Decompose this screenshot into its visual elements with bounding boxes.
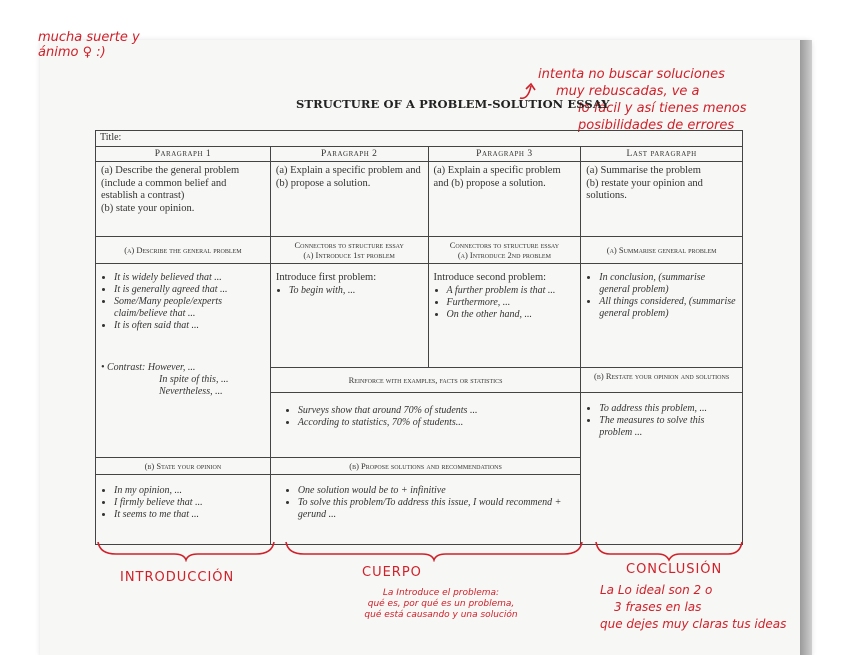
note-line: qué está causando y una solución [364, 610, 518, 620]
desc-paragraph-2: (a) Explain a specific problem and (b) propose a solution. [270, 162, 428, 237]
note-line: mucha suerte y [38, 30, 140, 45]
restate-cell [581, 393, 743, 545]
p2-phrases-cell [270, 264, 428, 368]
contrast-line: • Contrast: However, ... [101, 362, 196, 373]
reinforce-cell [270, 393, 580, 458]
list-item: • Furthermore, ... [447, 297, 576, 309]
note-line: 3 frases en las [614, 600, 702, 614]
list-item: • It is generally agreed that ... [114, 284, 265, 296]
propose-list [285, 485, 566, 521]
desc-paragraph-3: (a) Explain a specific problem and (b) propose a solution. [428, 162, 581, 237]
opinion-cell [96, 475, 271, 545]
list-item: • To address this problem, ... [599, 403, 737, 415]
p3-header-line: Connectors to structure essay [449, 240, 560, 250]
p2-header-line: Connectors to structure essay [294, 240, 404, 250]
p3-phrase-list [434, 285, 576, 321]
list-item: • The measures to solve this problem ... [599, 415, 737, 439]
p1-phrase-list [101, 272, 265, 332]
last-summarise-header: (a) Summarise general problem [581, 237, 743, 264]
p2-connectors-header [270, 237, 428, 264]
restate-header: (b) Restate your opinion and solutions [581, 368, 743, 393]
note-line: muy rebuscadas, ve a [556, 84, 700, 99]
propose-header: (b) Propose solutions and recommendations [270, 458, 580, 475]
conclusion-note [600, 582, 845, 633]
list-item: • In my opinion, ... [114, 485, 265, 497]
p1-describe-header: (a) Describe the general problem [96, 237, 271, 264]
p3-header-line: (a) Introduce 2nd problem [457, 250, 551, 260]
desc-last-paragraph: (a) Summarise the problem (b) restate your opinion and solutions. [581, 162, 743, 237]
list-item: • A further problem is that ... [447, 285, 576, 297]
note-line: qué es, por qué es un problema, [367, 599, 515, 609]
body-note [296, 588, 586, 621]
opinion-list [101, 485, 265, 521]
desc-paragraph-1: (a) Describe the general problem (include a common belief and establish a contrast) (b) state your opinion. [96, 162, 271, 237]
list-item: • It seems to me that ... [114, 509, 265, 521]
paper-edge [800, 40, 812, 655]
p1-contrast [101, 362, 265, 398]
p2-intro: Introduce first problem: [275, 272, 377, 283]
note-top-left [38, 30, 140, 60]
note-line: que dejes muy claras tus ideas [600, 617, 787, 631]
last-phrases-cell [581, 264, 743, 368]
label-introduccion: INTRODUCCIÓN [120, 570, 235, 585]
list-item: • To begin with, ... [289, 285, 423, 297]
p2-phrase-list [276, 285, 423, 297]
list-item: • Surveys show that around 70% of students ... [298, 405, 566, 417]
list-item: • In conclusion, (summarise general problem) [599, 272, 737, 296]
label-conclusion: CONCLUSIÓN [626, 562, 723, 577]
header-paragraph-1: Paragraph 1 [96, 146, 271, 162]
list-item: • One solution would be to + infinitive [298, 485, 566, 497]
list-item: • It is often said that ... [114, 320, 265, 332]
p3-phrases-cell [428, 264, 581, 368]
contrast-line: In spite of this, ... [159, 374, 229, 385]
contrast-line: Nevertheless, ... [159, 386, 223, 397]
list-item: • On the other hand, ... [447, 309, 576, 321]
list-item: • To solve this problem/To address this issue, I would recommend + gerund ... [298, 497, 566, 521]
header-last-paragraph: Last paragraph [581, 146, 743, 162]
list-item: • All things considered, (summarise general problem) [599, 296, 737, 320]
p3-connectors-header [428, 237, 581, 264]
last-phrase-list [586, 272, 737, 320]
note-line: lo fácil y así tienes menos [578, 101, 747, 116]
reinforce-header: Reinforce with examples, facts or statistics [270, 368, 580, 393]
p1-phrases-cell [96, 264, 271, 458]
p2-header-line: (a) Introduce 1st problem [303, 250, 395, 260]
list-item: • I firmly believe that ... [114, 497, 265, 509]
header-paragraph-2: Paragraph 2 [270, 146, 428, 162]
label-cuerpo: CUERPO [362, 565, 422, 580]
note-line: La Lo ideal son 2 o [600, 583, 713, 597]
note-line: ánimo ♀ :) [38, 45, 106, 60]
restate-list [586, 403, 737, 439]
note-line: posibilidades de errores [578, 118, 735, 133]
page-title: STRUCTURE OF A PROBLEM-SOLUTION ESSAY [296, 97, 610, 111]
p3-intro: Introduce second problem: [433, 272, 547, 283]
body-brace [284, 540, 584, 562]
header-paragraph-3: Paragraph 3 [428, 146, 581, 162]
opinion-header: (b) State your opinion [96, 458, 271, 475]
note-line: intenta no buscar soluciones [538, 67, 725, 82]
title-field: Title: [96, 131, 743, 147]
essay-structure-table [95, 130, 743, 545]
list-item: • It is widely believed that ... [114, 272, 265, 284]
list-item: • According to statistics, 70% of students... [298, 417, 566, 429]
note-line: La Introduce el problema: [382, 588, 500, 598]
intro-brace [96, 540, 276, 562]
reinforce-list [285, 405, 566, 429]
conclusion-brace [594, 540, 744, 562]
propose-cell [270, 475, 580, 545]
list-item: • Some/Many people/experts claim/believe that ... [114, 296, 265, 320]
